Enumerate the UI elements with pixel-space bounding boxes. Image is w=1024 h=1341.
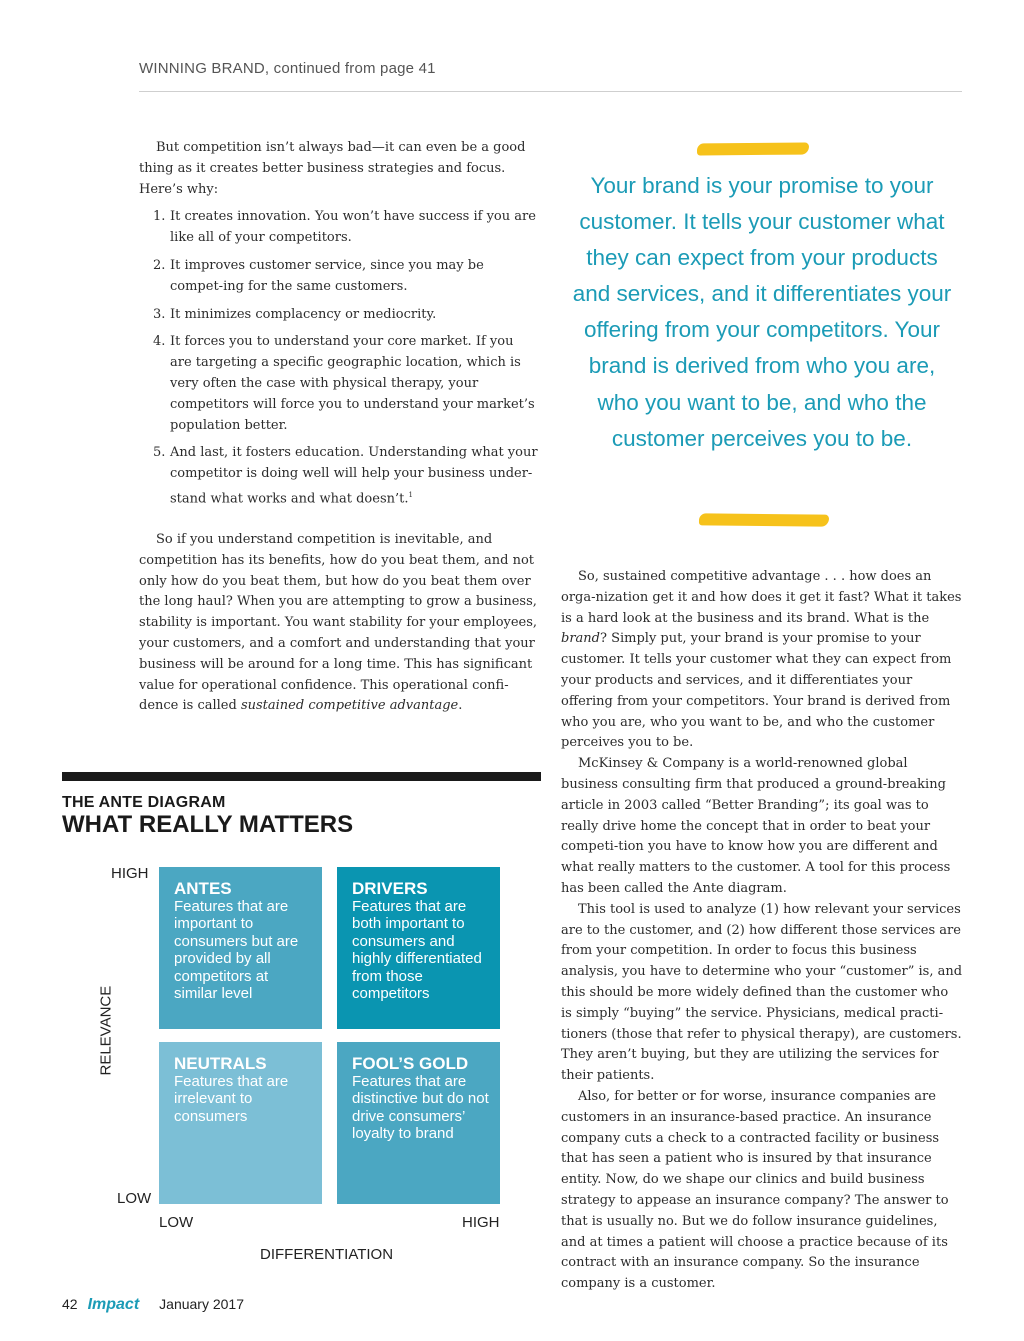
list-number: 2. bbox=[153, 257, 166, 273]
quadrant-description: Features that are important to consumers but are provided by all competitors at similar level bbox=[174, 898, 299, 1003]
mckinsey-paragraph: McKinsey & Company is a world-renowned global business consulting firm that produced a ground-breaking article in 2003 called “Better Branding”; its goal was to really drive home the concept that in order to beat your competi-tion you have to know how you are different and what really matters to the customer. A tool for this process has been called the Ante diagram. bbox=[561, 756, 951, 896]
list-item bbox=[139, 332, 539, 436]
quadrant-fools-gold bbox=[337, 1042, 500, 1204]
list-item bbox=[139, 207, 539, 249]
page-number: 42 bbox=[62, 1296, 78, 1312]
paragraph-text: So if you understand competition is inevitable, and competition has its benefits, how do you beat them, and not only how do you beat them, but how do you beat them over the long haul? When you are attempting to grow a business, stability is important. You want stability for your employees, your customers, and a comfort and understanding that your business will be around for a long time. This has significant value for operational confidence. This operational confi-dence is called bbox=[139, 532, 538, 714]
quadrant-antes bbox=[159, 867, 322, 1029]
tool-paragraph: This tool is used to analyze (1) how relevant your services are to the customer, and (2) how different those services are from your competition. In order to focus this business analysis, you have to determine who your “customer” is, and this should be more widely defined than the customer who is simply “buying” the service. Physicians, medical practi-tioners (those that refer to physical therapy), are customers. They aren’t buying, but they are utilizing the services for their patients. bbox=[561, 901, 963, 1084]
paragraph-text: So, sustained competitive advantage . . . how does an orga-nization get it and how does it get it fast? What it takes is a hard look at the business and its brand. What is the bbox=[561, 569, 962, 626]
pull-quote: Your brand is your promise to your customer. It tells your customer what they can expect from your products and services, and it differentiates your offering from your competitors. Your brand is derived from who you are, who you want to be, and who the customer perceives you to be. bbox=[572, 173, 952, 451]
list-text: It minimizes complacency or mediocrity. bbox=[170, 306, 437, 322]
list-item bbox=[139, 256, 539, 298]
list-item bbox=[139, 305, 539, 326]
diagram-top-rule bbox=[62, 772, 541, 781]
continued-header: WINNING BRAND, continued from page 41 bbox=[139, 60, 436, 77]
quadrant-description: Features that are distinctive but do not drive consumers’ loyalty to brand bbox=[352, 1073, 489, 1143]
footnote-marker: 1 bbox=[408, 490, 413, 499]
header-divider bbox=[139, 91, 962, 92]
emphasis-text: sustained competitive advantage bbox=[240, 698, 459, 714]
y-axis-high-label: HIGH bbox=[111, 865, 149, 882]
magazine-name: Impact bbox=[87, 1296, 140, 1313]
quadrant-title: ANTES bbox=[174, 879, 232, 898]
insurance-paragraph: Also, for better or for worse, insurance companies are customers in an insurance-based practice. An insurance company cuts a check to a contracted facility or business that has seen a patient who is insured by that insurance entity. Now, do we shape our clinics and build business strategy to appease an insurance company? The answer to that is usually no. But we do follow insurance guidelines, and at times a patient will choose a practice because of its contract with an insurance company. So the insurance company is a customer. bbox=[561, 1088, 949, 1292]
paragraph-end: . bbox=[458, 698, 463, 714]
brand-paragraph bbox=[561, 567, 963, 754]
list-item bbox=[139, 443, 539, 510]
highlight-stroke-top bbox=[697, 143, 809, 156]
reasons-list bbox=[139, 207, 539, 510]
diagram-title: THE ANTE DIAGRAM bbox=[62, 794, 226, 811]
quadrant-title: FOOL’S GOLD bbox=[352, 1054, 469, 1073]
y-axis-title: RELEVANCE bbox=[97, 985, 115, 1076]
quadrant-description: Features that are irrelevant to consumers bbox=[174, 1073, 289, 1125]
highlight-stroke-bottom bbox=[699, 513, 829, 526]
sustained-advantage-paragraph bbox=[139, 530, 539, 717]
intro-paragraph: But competition isn’t always bad—it can even be a good thing as it creates better business strategies and focus. Here’s why: bbox=[139, 140, 526, 197]
issue-date: January 2017 bbox=[159, 1296, 244, 1312]
diagram-subtitle: WHAT REALLY MATTERS bbox=[62, 811, 354, 838]
list-number: 5. bbox=[153, 445, 166, 461]
list-number: 3. bbox=[153, 306, 166, 322]
quadrant-drivers bbox=[337, 867, 500, 1029]
page-footer bbox=[62, 1296, 244, 1314]
emphasis-text: brand bbox=[561, 631, 600, 647]
quadrant-neutrals bbox=[159, 1042, 322, 1204]
quadrant-title: DRIVERS bbox=[352, 879, 428, 898]
left-column bbox=[139, 138, 539, 717]
quadrant-description: Features that are both important to consumers and highly differentiated from those competitors bbox=[352, 898, 482, 1003]
list-number: 1. bbox=[153, 209, 166, 225]
list-number: 4. bbox=[153, 334, 166, 350]
x-axis-low-label: LOW bbox=[159, 1214, 194, 1231]
x-axis-title: DIFFERENTIATION bbox=[260, 1246, 394, 1263]
x-axis-high-label: HIGH bbox=[462, 1214, 500, 1231]
right-column bbox=[561, 567, 963, 1295]
quadrant-title: NEUTRALS bbox=[174, 1054, 267, 1073]
y-axis-low-label: LOW bbox=[117, 1190, 152, 1207]
paragraph-text: ? Simply put, your brand is your promise to your customer. It tells your customer what they can expect from your products and services, and it differentiates your offering from your competitors. Your brand is derived from who you are, who you want to be, and who the customer perceives you to be. bbox=[561, 631, 952, 751]
list-text: It forces you to understand your core market. If you are targeting a specific geographic location, which is very often the case with physical therapy, your competitors will force you to understand your market’s population better. bbox=[170, 334, 535, 433]
list-text: And last, it fosters education. Understanding what your competitor is doing well will help your business under-stand what works and what doesn’t. bbox=[170, 445, 538, 507]
list-text: It improves customer service, since you may be compet-ing for the same customers. bbox=[170, 257, 484, 294]
list-text: It creates innovation. You won’t have success if you are like all of your competitors. bbox=[170, 209, 536, 246]
